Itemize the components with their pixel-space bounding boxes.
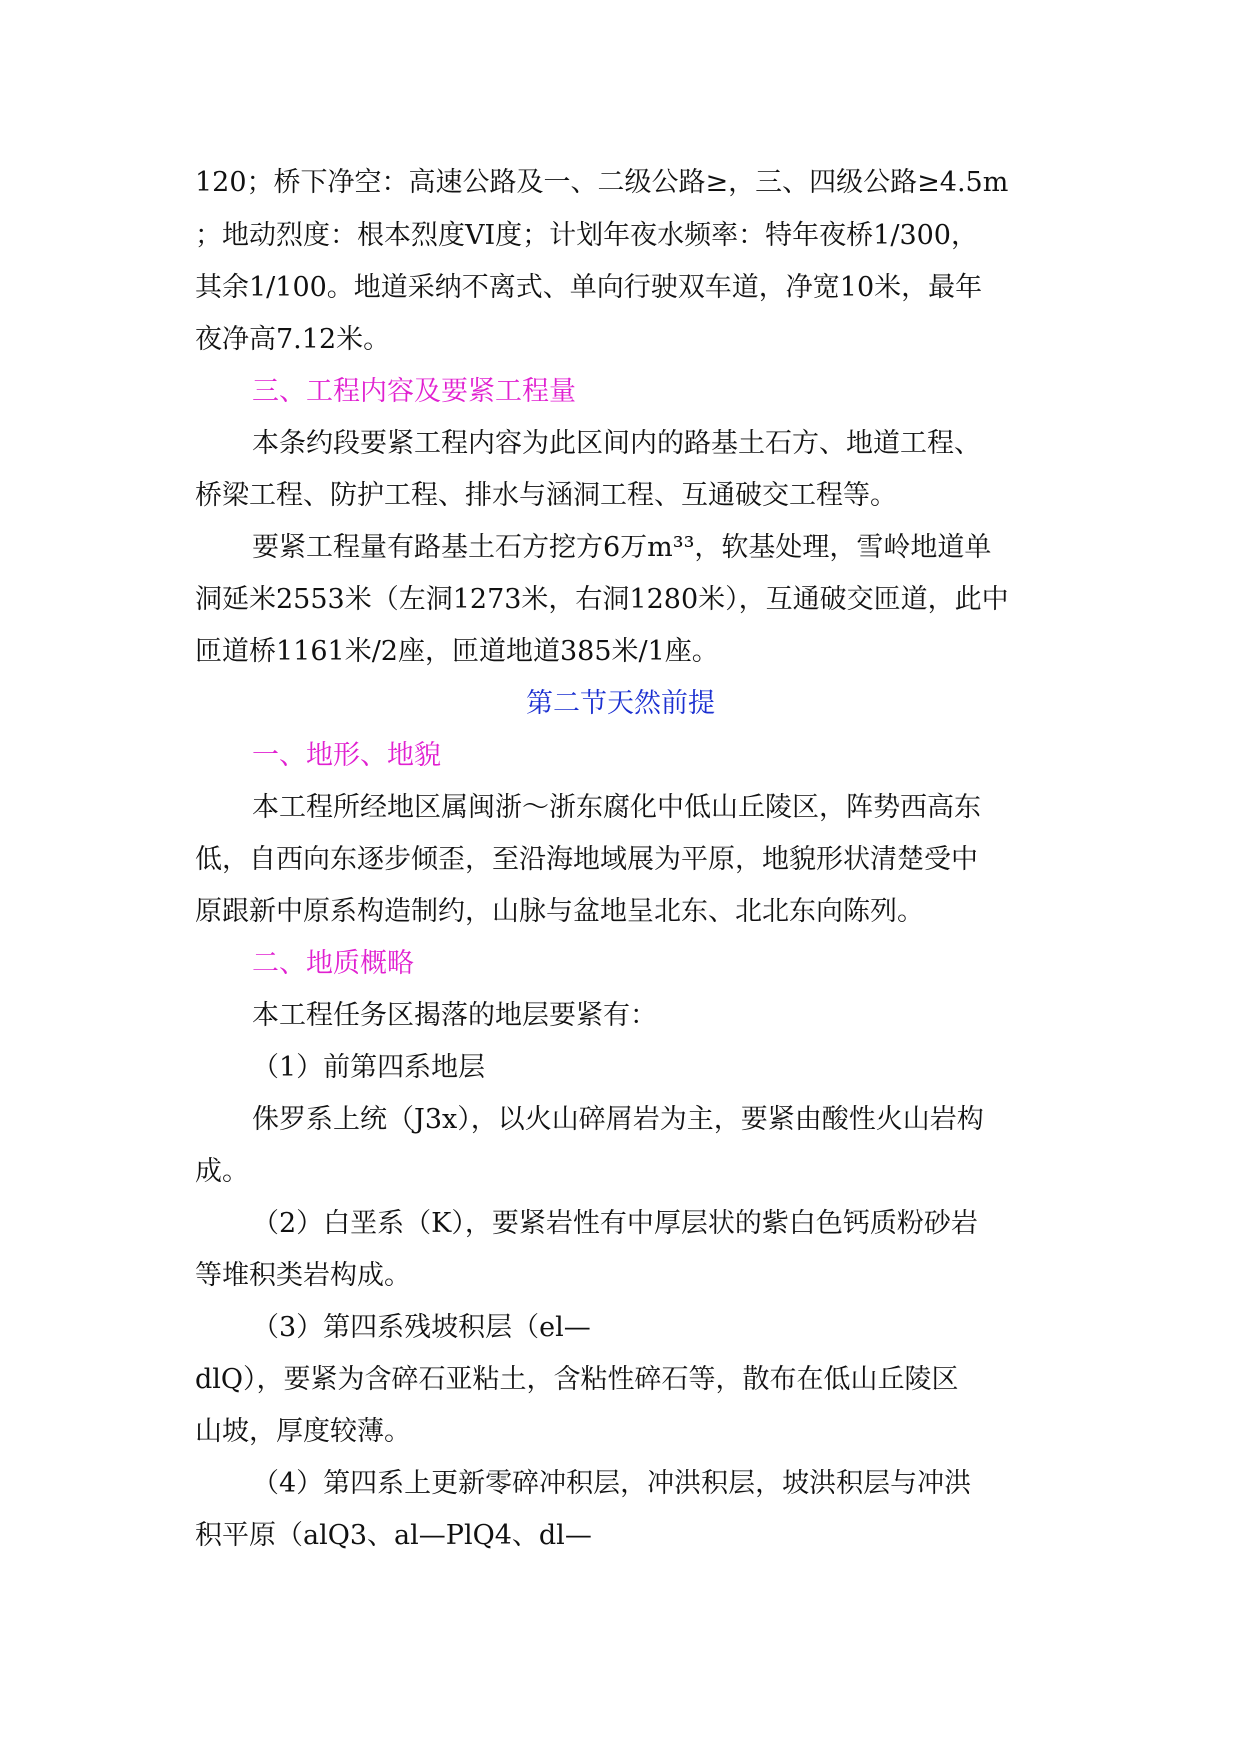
- body-text-line: （2）白垩系（K），要紧岩性有中厚层状的紫白色钙质粉砂岩: [252, 1208, 978, 1239]
- body-text-line: （3）第四系残坡积层（el—: [252, 1312, 591, 1343]
- body-text-line: 桥梁工程、防护工程、排水与涵洞工程、互通破交工程等。: [195, 480, 897, 511]
- chapter-heading: 第二节天然前提: [526, 688, 715, 719]
- body-text-line: ；地动烈度：根本烈度VI度；计划年夜水频率：特年夜桥1/300，: [195, 220, 978, 251]
- body-text-line: （1）前第四系地层: [252, 1052, 486, 1083]
- body-text-line: 低，自西向东逐步倾歪，至沿海地域展为平原，地貌形状清楚受中: [195, 844, 978, 875]
- body-text-line: 其余1/100。地道采纳不离式、单向行驶双车道，净宽10米，最年: [195, 272, 983, 303]
- body-text-line: 原跟新中原系构造制约，山脉与盆地呈北东、北北东向陈列。: [195, 896, 924, 927]
- body-text-line: 夜净高7.12米。: [195, 324, 391, 355]
- body-text-line: 成。: [195, 1156, 249, 1187]
- body-text-line: 本工程所经地区属闽浙～浙东腐化中低山丘陵区，阵势西高东: [252, 792, 981, 823]
- section-heading: 一、地形、地貌: [252, 740, 441, 771]
- section-heading: 三、工程内容及要紧工程量: [252, 376, 576, 407]
- body-text-line: 等堆积类岩构成。: [195, 1260, 411, 1291]
- section-heading: 二、地质概略: [252, 948, 414, 979]
- body-text-line: 要紧工程量有路基土石方挖方6万m³³，软基处理，雪岭地道单: [252, 532, 992, 563]
- body-text-line: 120；桥下净空：高速公路及一、二级公路≥，三、四级公路≥4.5m: [195, 167, 1009, 198]
- body-text-line: dlQ），要紧为含碎石亚粘土，含粘性碎石等，散布在低山丘陵区: [195, 1364, 959, 1395]
- body-text-line: 本工程任务区揭落的地层要紧有：: [252, 1000, 657, 1031]
- body-text-line: 侏罗系上统（J3x），以火山碎屑岩为主，要紧由酸性火山岩构: [252, 1104, 984, 1135]
- body-text-line: （4）第四系上更新零碎冲积层，冲洪积层，坡洪积层与冲洪: [252, 1468, 972, 1499]
- body-text-line: 匝道桥1161米/2座，匝道地道385米/1座。: [195, 636, 719, 667]
- body-text-line: 积平原（alQ3、al—PlQ4、dl—: [195, 1520, 592, 1551]
- body-text-line: 洞延米2553米（左洞1273米，右洞1280米），互通破交匝道，此中: [195, 584, 1009, 615]
- body-text-line: 山坡，厚度较薄。: [195, 1416, 411, 1447]
- body-text-line: 本条约段要紧工程内容为此区间内的路基土石方、地道工程、: [252, 428, 981, 459]
